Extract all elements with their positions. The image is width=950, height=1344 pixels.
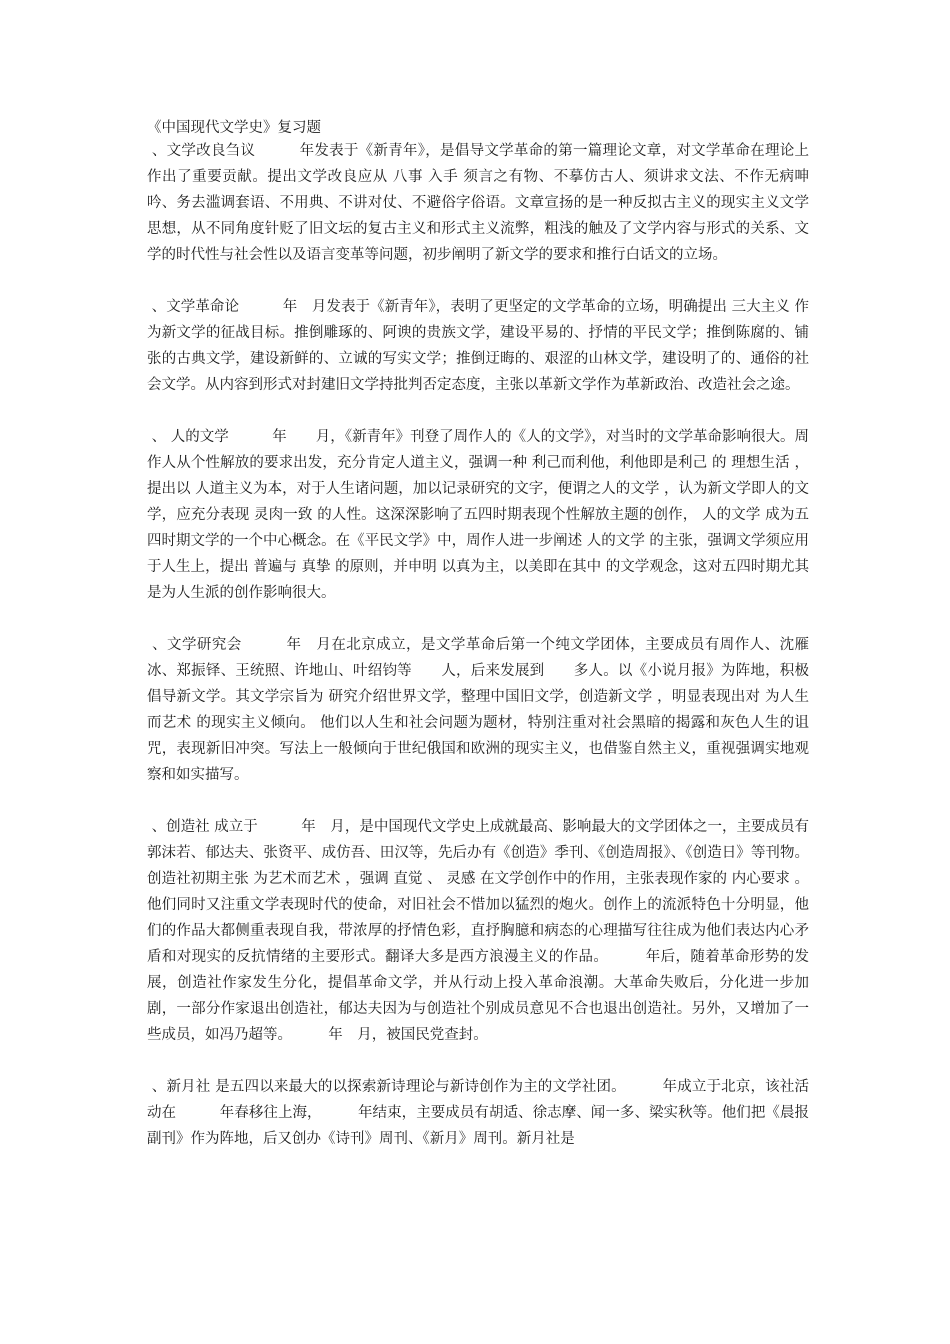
paragraph-literary-reform: 、文学改良刍议 年发表于《新青年》，是倡导文学革命的第一篇理论文章，对文学革命在理论上作出了重要贡献。提出文学改良应从 八事 入手 须言之有物、不摹仿古人、须讲求文法、不作无病呻吟、务去滥调套语、不用典、不讲对仗、不避俗字俗语。文章宣扬的是一种反拟古主义的现实主义文学思想，从不同角度针贬了旧文坛的复古主义和形式主义流弊，粗浅的触及了文学内容与形式的关系、文学的时代性与社会性以及语言变革等问题，初步阐明了新文学的要求和推行白话文的立场。 bbox=[147, 143, 810, 263]
paragraph-literary-research-society: 、文学研究会 年 月在北京成立，是文学革命后第一个纯文学团体，主要成员有周作人、沈雁冰、郑振铎、王统照、许地山、叶绍钧等 人，后来发展到 多人。以《小说月报》为阵地，积极倡导新文学。其文学宗旨为 研究介绍世界文学，整理中国旧文学，创造新文学 ，明显表现出对 为人生而艺术 的现实主义倾向。 他们以人生和社会问题为题材，特别注重对社会黑暗的揭露和灰色人生的诅咒，表现新旧冲突。写法上一般倾向于世纪俄国和欧洲的现实主义，也借鉴自然主义，重视强调实地观察和如实描写。 bbox=[147, 637, 810, 783]
paragraph-human-literature: 、 人的文学 年 月，《新青年》刊登了周作人的《人的文学》，对当时的文学革命影响很大。周作人从个性解放的要求出发，充分肯定人道主义，强调一种 利己而利他，利他即是利己 的 理想生活 ，提出以 人道主义为本，对于人生诸问题，加以记录研究的文字，便谓之人的文学 ，认为新文学即人的文学，应充分表现 灵肉一致 的人性。这深深影响了五四时期表现个性解放主题的创作， 人的文学 成为五四时期文学的一个中心概念。在《平民文学》中，周作人进一步阐述 人的文学 的主张，强调文学须应用于人生上，提出 普遍与 真挚 的原则，并申明 以真为主，以美即在其中 的文学观念，这对五四时期尤其是为人生派的创作影响很大。 bbox=[147, 429, 810, 601]
paragraph-creation-society: 、创造社 成立于 年 月，是中国现代文学史上成就最高、影响最大的文学团体之一，主要成员有郭沫若、郁达夫、张资平、成仿吾、田汉等，先后办有《创造》季刊、《创造周报》、《创造日》等刊物。创造社初期主张 为艺术而艺术 ，强调 直觉 、 灵感 在文学创作中的作用，主张表现作家的 内心要求 。他们同时又注重文学表现时代的使命，对旧社会不惜加以猛烈的炮火。创作上的流派特色十分明显，他们的作品大都侧重表现自我，带浓厚的抒情色彩，直抒胸臆和病态的心理描写往往成为他们表达内心矛盾和对现实的反抗情绪的主要形式。翻译大多是西方浪漫主义的作品。 年后，随着革命形势的发展，创造社作家发生分化，提倡革命文学，并从行动上投入革命浪潮。大革命失败后，分化进一步加剧，一部分作家退出创造社，郁达夫因为与创造社个别成员意见不合也退出创造社。另外，又增加了一些成员，如冯乃超等。 年 月，被国民党查封。 bbox=[147, 819, 810, 1043]
document-page bbox=[147, 118, 809, 1178]
document-title: 《中国现代文学史》复习题 bbox=[147, 120, 321, 136]
paragraph-crescent-society: 、新月社 是五四以来最大的以探索新诗理论与新诗创作为主的文学社团。 年成立于北京，该社活动在 年春移往上海， 年结束，主要成员有胡适、徐志摩、闻一多、梁实秋等。他们把《晨报副刊》作为阵地，后又创办《诗刊》周刊、《新月》周刊。新月社是 bbox=[147, 1079, 810, 1147]
paragraph-literary-revolution: 、文学革命论 年 月发表于《新青年》，表明了更坚定的文学革命的立场，明确提出 三大主义 作为新文学的征战目标。推倒雕琢的、阿谀的贵族文学，建设平易的、抒情的平民文学；推倒陈腐的、铺张的古典文学，建设新鲜的、立诚的写实文学；推倒迂晦的、艰涩的山林文学，建设明了的、通俗的社会文学。从内容到形式对封建旧文学持批判否定态度，主张以革新文学作为革新政治、改造社会之途。 bbox=[147, 299, 809, 393]
